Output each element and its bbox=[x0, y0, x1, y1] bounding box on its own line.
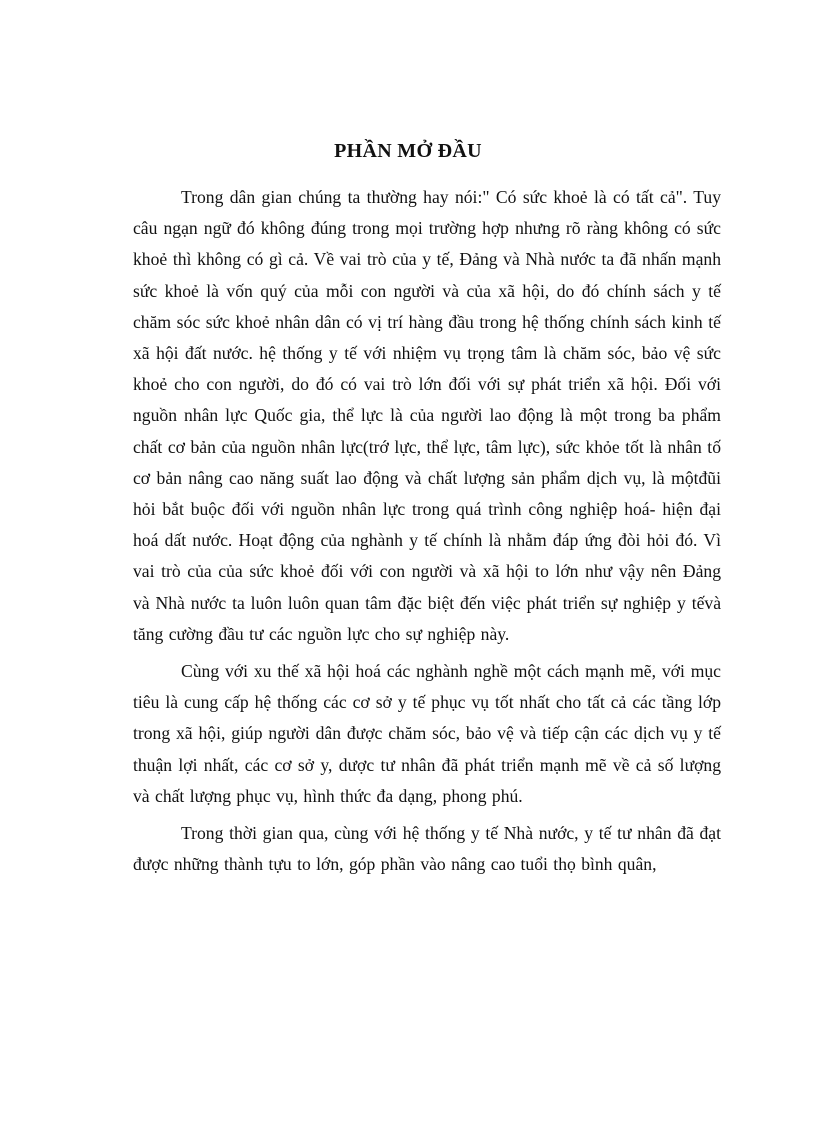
page-title: PHẦN MỞ ĐẦU bbox=[334, 140, 482, 162]
paragraph-1: Trong dân gian chúng ta thường hay nói:" Có sức khoẻ là có tất cả". Tuy câu ngạn ngữ đó không đúng trong mọi trường hợp nhưng rõ ràng không có sức khoẻ thì không có gì cả. Về vai trò của y tế, Đảng và Nhà nước ta đã nhấn mạnh sức khoẻ là vốn quý của mỗi con người và của xã hội, do đó chính sách y tế chăm sóc sức khoẻ nhân dân có vị trí hàng đầu trong hệ thống chính sách kinh tế xã hội đất nước. hệ thống y tế với nhiệm vụ trọng tâm là chăm sóc, bảo vệ sức khoẻ cho con người, do đó có vai trò lớn đối với sự phát triển xã hội. Đối với nguồn nhân lực Quốc gia, thể lực là của người lao động là một trong ba phẩm chất cơ bản của nguồn nhân lực(trớ lực, thể lực, tâm lực), sức khỏe tốt là nhân tố cơ bản nâng cao năng suất lao động và chất lượng sản phẩm dịch vụ, là mộtđũi hỏi bắt buộc đối với nguồn nhân lực trong quá trình công nghiệp hoá- hiện đại hoá dất nước. Hoạt động của nghành y tế chính là nhằm đáp ứng đòi hỏi đó. Vì vai trò của của sức khoẻ đối với con người và xã hội to lớn như vậy nên Đảng và Nhà nước ta luôn luôn quan tâm đặc biệt đến việc phát triển sự nghiệp y tếvà tăng cường đầu tư các nguồn lực cho sự nghiệp này. bbox=[133, 187, 721, 644]
document-body bbox=[133, 182, 721, 886]
paragraph-2: Cùng với xu thế xã hội hoá các nghành nghề một cách mạnh mẽ, với mục tiêu là cung cấp hệ thống các cơ sở y tế phục vụ tốt nhất cho tất cả các tầng lớp trong xã hội, giúp người dân được chăm sóc, bảo vệ và tiếp cận các dịch vụ y tế thuận lợi nhất, các cơ sở y, dược tư nhân đã phát triển mạnh mẽ về cả số lượng và chất lượng phục vụ, hình thức đa dạng, phong phú. bbox=[133, 661, 721, 806]
paragraph-3: Trong thời gian qua, cùng với hệ thống y tế Nhà nước, y tế tư nhân đã đạt được những thành tựu to lớn, góp phần vào nâng cao tuổi thọ bình quân, bbox=[133, 823, 721, 875]
